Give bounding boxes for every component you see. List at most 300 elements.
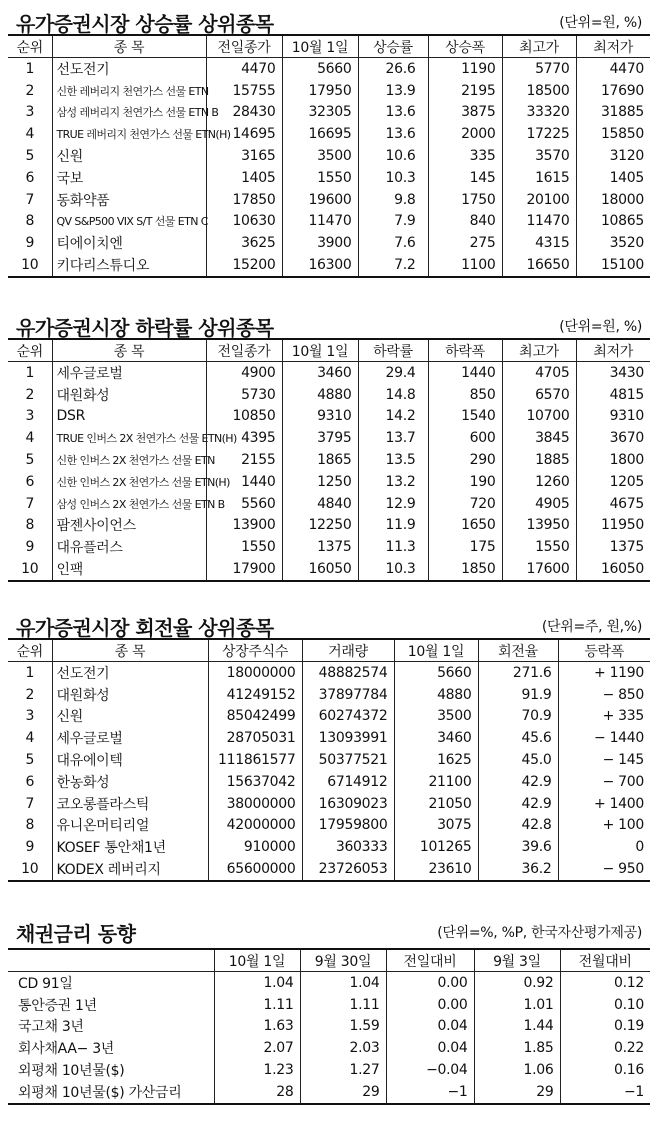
value-cell: 3500 (282, 145, 358, 167)
change-cell: − 1440 (558, 727, 650, 749)
table-row (8, 493, 650, 515)
bond-header (0, 918, 658, 944)
value-cell: 17600 (502, 558, 576, 581)
change-cell: + 100 (558, 815, 650, 837)
bond-value-cell: 0.00 (386, 972, 474, 994)
value-cell: 16050 (576, 558, 650, 581)
change-cell: + 1190 (558, 662, 650, 684)
stock-name-cell: 신한 인버스 2X 천연가스 선물 ETN (52, 449, 206, 471)
bond-value-cell: 1.59 (300, 1016, 386, 1038)
table-row (8, 362, 650, 384)
value-cell: 1865 (282, 449, 358, 471)
stock-name-cell: 세우글로벌 (52, 362, 206, 384)
value-cell: 11950 (576, 515, 650, 537)
rank-cell: 5 (25, 148, 35, 165)
stock-name-cell: 대원화성 (52, 684, 208, 706)
rate-cell: 26.6 (358, 58, 428, 80)
rank-cell: 5 (25, 452, 35, 469)
turnover-col-header: 종 목 (52, 639, 208, 662)
value-cell: 3460 (282, 362, 358, 384)
value-cell: 10700 (502, 406, 576, 428)
table-row (8, 254, 650, 277)
fall-col-header: 순위 (16, 343, 43, 360)
turnover-col-header: 10월 1일 (394, 639, 478, 662)
value-cell: 15200 (206, 254, 282, 277)
value-cell: 1375 (282, 536, 358, 558)
rank-cell: 3 (25, 408, 35, 425)
rank-cell: 5 (25, 752, 35, 769)
value-cell: 3845 (502, 427, 576, 449)
stock-name-cell: KOSEF 통안채1년 (52, 836, 208, 858)
value-cell: 45.0 (478, 749, 558, 771)
value-cell: 39.6 (478, 836, 558, 858)
stock-name-cell: 키다리스튜디오 (52, 254, 206, 277)
value-cell: 1615 (502, 167, 576, 189)
value-cell: 41249152 (208, 684, 302, 706)
stock-name-cell: 대유플러스 (52, 536, 206, 558)
stock-name-cell: TRUE 인버스 2X 천연가스 선물 ETN(H) (52, 427, 206, 449)
bond-value-cell: 0.16 (560, 1059, 650, 1081)
value-cell: 4315 (502, 232, 576, 254)
turnover-unit: (단위=주, 원,%) (541, 619, 642, 635)
value-cell: 21100 (394, 771, 478, 793)
fall-col-header: 전일종가 (206, 339, 282, 362)
rate-cell: 12.9 (358, 493, 428, 515)
stock-name-cell: 인팩 (52, 558, 206, 581)
value-cell: 1205 (576, 471, 650, 493)
value-cell: 15100 (576, 254, 650, 277)
fall-title: 유가증권시장 하락률 상위종목 (16, 316, 274, 340)
value-cell: 2195 (428, 80, 502, 102)
rank-cell: 3 (25, 708, 35, 725)
change-cell: + 1400 (558, 793, 650, 815)
value-cell: 85042499 (208, 706, 302, 728)
bond-value-cell: 1.85 (474, 1037, 560, 1059)
value-cell: 850 (428, 384, 502, 406)
stock-name-cell: 티에이치엔 (52, 232, 206, 254)
rise-col-header: 순위 (16, 39, 43, 56)
rank-cell: 6 (25, 169, 35, 186)
value-cell: 17690 (576, 80, 650, 102)
bond-value-cell: 1.06 (474, 1059, 560, 1081)
value-cell: 70.9 (478, 706, 558, 728)
value-cell: 16695 (282, 123, 358, 145)
bond-value-cell: 1.11 (300, 994, 386, 1016)
value-cell: 9310 (576, 406, 650, 428)
value-cell: 360333 (302, 836, 394, 858)
value-cell: 42.9 (478, 771, 558, 793)
bond-col-header: 10월 1일 (214, 949, 300, 972)
rank-cell: 1 (25, 60, 35, 77)
value-cell: 18000000 (208, 662, 302, 684)
bond-col-header (8, 949, 214, 972)
value-cell: 48882574 (302, 662, 394, 684)
rank-cell: 7 (25, 191, 35, 208)
value-cell: 910000 (208, 836, 302, 858)
value-cell: 60274372 (302, 706, 394, 728)
value-cell: 145 (428, 167, 502, 189)
fall-table (8, 338, 650, 582)
value-cell: 1800 (576, 449, 650, 471)
rank-cell: 4 (25, 430, 35, 447)
rate-cell: 10.3 (358, 558, 428, 581)
value-cell: 3500 (394, 706, 478, 728)
value-cell: 1750 (428, 189, 502, 211)
value-cell: 45.6 (478, 727, 558, 749)
value-cell: 1260 (502, 471, 576, 493)
value-cell: 4470 (576, 58, 650, 80)
value-cell: 65600000 (208, 858, 302, 881)
table-row (8, 449, 650, 471)
value-cell: 18000 (576, 189, 650, 211)
value-cell: 10630 (206, 211, 282, 233)
value-cell: 11470 (502, 211, 576, 233)
table-row (8, 662, 650, 684)
value-cell: 17225 (502, 123, 576, 145)
rise-section (0, 8, 658, 278)
bond-col-header: 전월대비 (560, 949, 650, 972)
table-row (8, 384, 650, 406)
rate-cell: 9.8 (358, 189, 428, 211)
rate-cell: 7.9 (358, 211, 428, 233)
rate-cell: 29.4 (358, 362, 428, 384)
bond-value-cell: −0.04 (386, 1059, 474, 1081)
stock-name-cell: 한농화성 (52, 771, 208, 793)
value-cell: 9310 (282, 406, 358, 428)
table-row (8, 536, 650, 558)
bond-value-cell: 1.27 (300, 1059, 386, 1081)
value-cell: 3795 (282, 427, 358, 449)
value-cell: 4815 (576, 384, 650, 406)
value-cell: 32305 (282, 102, 358, 124)
rank-cell: 6 (25, 773, 35, 790)
bond-value-cell: 0.04 (386, 1037, 474, 1059)
bond-unit: (단위=%, %P, 한국자산평가제공) (437, 925, 642, 941)
value-cell: 1440 (206, 471, 282, 493)
stock-name-cell: DSR (52, 406, 206, 428)
table-row (8, 706, 650, 728)
stock-name-cell: 세우글로벌 (52, 727, 208, 749)
value-cell: 21050 (394, 793, 478, 815)
value-cell: 10865 (576, 211, 650, 233)
value-cell: 42.8 (478, 815, 558, 837)
rise-col-header: 종 목 (52, 35, 206, 58)
rise-header (0, 8, 658, 34)
bond-value-cell: 29 (300, 1081, 386, 1104)
value-cell: 1375 (576, 536, 650, 558)
turnover-col-header: 거래량 (302, 639, 394, 662)
value-cell: 50377521 (302, 749, 394, 771)
turnover-col-header: 회전율 (478, 639, 558, 662)
bond-value-cell: 0.10 (560, 994, 650, 1016)
table-row (8, 471, 650, 493)
value-cell: 4470 (206, 58, 282, 80)
table-row (8, 211, 650, 233)
bond-section (0, 918, 658, 1105)
stock-name-cell: 선도전기 (52, 662, 208, 684)
value-cell: 2000 (428, 123, 502, 145)
bond-value-cell: 1.44 (474, 1016, 560, 1038)
bond-value-cell: 1.23 (214, 1059, 300, 1081)
stock-name-cell: 신원 (52, 706, 208, 728)
value-cell: 1440 (428, 362, 502, 384)
value-cell: 101265 (394, 836, 478, 858)
table-row (8, 727, 650, 749)
value-cell: 3460 (394, 727, 478, 749)
value-cell: 111861577 (208, 749, 302, 771)
bond-value-cell: 2.07 (214, 1037, 300, 1059)
bond-value-cell: 1.04 (214, 972, 300, 994)
rate-cell: 13.5 (358, 449, 428, 471)
value-cell: 19600 (282, 189, 358, 211)
value-cell: 4900 (206, 362, 282, 384)
value-cell: 37897784 (302, 684, 394, 706)
rate-cell: 14.2 (358, 406, 428, 428)
rank-cell: 10 (21, 257, 39, 274)
bond-value-cell: 0.12 (560, 972, 650, 994)
change-cell: − 700 (558, 771, 650, 793)
value-cell: 1540 (428, 406, 502, 428)
stock-name-cell: 신한 레버리지 천연가스 선물 ETN (52, 80, 206, 102)
bond-name-cell: 외평채 10년물($) 가산금리 (18, 1084, 182, 1101)
value-cell: 3900 (282, 232, 358, 254)
table-row (8, 1016, 650, 1038)
table-row (8, 58, 650, 80)
rise-col-header: 전일종가 (206, 35, 282, 58)
rate-cell: 13.2 (358, 471, 428, 493)
fall-col-header: 최고가 (502, 339, 576, 362)
change-cell: − 950 (558, 858, 650, 881)
table-row (8, 145, 650, 167)
rate-cell: 11.9 (358, 515, 428, 537)
value-cell: 5660 (282, 58, 358, 80)
table-row (8, 749, 650, 771)
rank-cell: 1 (25, 364, 35, 381)
table-row (8, 858, 650, 881)
bond-value-cell: 1.63 (214, 1016, 300, 1038)
value-cell: 10850 (206, 406, 282, 428)
rank-cell: 7 (25, 795, 35, 812)
rise-title: 유가증권시장 상승률 상위종목 (16, 12, 274, 36)
stock-name-cell: 국보 (52, 167, 206, 189)
value-cell: 4880 (282, 384, 358, 406)
change-cell: + 335 (558, 706, 650, 728)
bond-value-cell: −1 (386, 1081, 474, 1104)
rank-cell: 2 (25, 686, 35, 703)
value-cell: 15755 (206, 80, 282, 102)
stock-name-cell: 신원 (52, 145, 206, 167)
value-cell: 4905 (502, 493, 576, 515)
value-cell: 5560 (206, 493, 282, 515)
table-row (8, 1081, 650, 1104)
value-cell: 720 (428, 493, 502, 515)
value-cell: 14695 (206, 123, 282, 145)
value-cell: 13900 (206, 515, 282, 537)
value-cell: 31885 (576, 102, 650, 124)
turnover-col-header: 순위 (16, 643, 43, 660)
value-cell: 4705 (502, 362, 576, 384)
bond-value-cell: −1 (560, 1081, 650, 1104)
value-cell: 17950 (282, 80, 358, 102)
table-row (8, 1037, 650, 1059)
rise-col-header: 상승률 (358, 35, 428, 58)
value-cell: 28430 (206, 102, 282, 124)
bond-value-cell: 1.04 (300, 972, 386, 994)
value-cell: 3520 (576, 232, 650, 254)
value-cell: 16309023 (302, 793, 394, 815)
bond-name-cell: 통안증권 1년 (18, 997, 97, 1014)
value-cell: 23610 (394, 858, 478, 881)
bond-col-header: 9월 30일 (300, 949, 386, 972)
value-cell: 6714912 (302, 771, 394, 793)
rank-cell: 4 (25, 730, 35, 747)
stock-name-cell: 대원화성 (52, 384, 206, 406)
value-cell: 840 (428, 211, 502, 233)
value-cell: 20100 (502, 189, 576, 211)
value-cell: 15637042 (208, 771, 302, 793)
rate-cell: 10.3 (358, 167, 428, 189)
rank-cell: 8 (25, 213, 35, 230)
value-cell: 11470 (282, 211, 358, 233)
fall-col-header: 10월 1일 (282, 339, 358, 362)
change-cell: − 145 (558, 749, 650, 771)
bond-value-cell: 1.11 (214, 994, 300, 1016)
turnover-header (0, 612, 658, 638)
value-cell: 4880 (394, 684, 478, 706)
bond-name-cell: CD 91일 (18, 975, 73, 992)
rate-cell: 13.6 (358, 102, 428, 124)
value-cell: 3875 (428, 102, 502, 124)
table-row (8, 515, 650, 537)
value-cell: 1550 (206, 536, 282, 558)
stock-name-cell: 코오롱플라스틱 (52, 793, 208, 815)
value-cell: 1650 (428, 515, 502, 537)
fall-col-header: 최저가 (576, 339, 650, 362)
stock-name-cell: 동화약품 (52, 189, 206, 211)
value-cell: 2155 (206, 449, 282, 471)
value-cell: 1405 (576, 167, 650, 189)
value-cell: 4675 (576, 493, 650, 515)
fall-section (0, 312, 658, 582)
bond-value-cell: 2.03 (300, 1037, 386, 1059)
stock-name-cell: 대유에이텍 (52, 749, 208, 771)
value-cell: 13093991 (302, 727, 394, 749)
fall-header (0, 312, 658, 338)
rate-cell: 13.7 (358, 427, 428, 449)
value-cell: 18500 (502, 80, 576, 102)
bond-header-row (8, 949, 650, 972)
bond-table (8, 948, 650, 1105)
table-row (8, 793, 650, 815)
value-cell: 3075 (394, 815, 478, 837)
rise-header-row (8, 35, 650, 58)
value-cell: 3570 (502, 145, 576, 167)
value-cell: 1550 (502, 536, 576, 558)
value-cell: 16650 (502, 254, 576, 277)
rate-cell: 13.9 (358, 80, 428, 102)
turnover-table (8, 638, 650, 882)
stock-name-cell: TRUE 레버리지 천연가스 선물 ETN(H) (52, 123, 206, 145)
value-cell: 1250 (282, 471, 358, 493)
rank-cell: 2 (25, 386, 35, 403)
fall-unit: (단위=원, %) (559, 319, 642, 335)
turnover-section (0, 612, 658, 882)
value-cell: 1885 (502, 449, 576, 471)
value-cell: 23726053 (302, 858, 394, 881)
rate-cell: 13.6 (358, 123, 428, 145)
value-cell: 1625 (394, 749, 478, 771)
fall-col-header: 하락률 (358, 339, 428, 362)
value-cell: 12250 (282, 515, 358, 537)
rank-cell: 6 (25, 473, 35, 490)
rise-col-header: 상승폭 (428, 35, 502, 58)
bond-col-header: 전일대비 (386, 949, 474, 972)
rank-cell: 8 (25, 517, 35, 534)
rank-cell: 7 (25, 495, 35, 512)
value-cell: 600 (428, 427, 502, 449)
table-row (8, 123, 650, 145)
value-cell: 42000000 (208, 815, 302, 837)
rank-cell: 9 (25, 539, 35, 556)
stock-name-cell: QV S&P500 VIX S/T 선물 ETN C (52, 211, 206, 233)
turnover-col-header: 등락폭 (558, 639, 650, 662)
value-cell: 17900 (206, 558, 282, 581)
rank-cell: 10 (21, 861, 39, 878)
value-cell: 17959800 (302, 815, 394, 837)
table-row (8, 994, 650, 1016)
table-row (8, 189, 650, 211)
rank-cell: 2 (25, 82, 35, 99)
rise-unit: (단위=원, %) (559, 15, 642, 31)
value-cell: 4840 (282, 493, 358, 515)
value-cell: 91.9 (478, 684, 558, 706)
rank-cell: 1 (25, 664, 35, 681)
rank-cell: 3 (25, 104, 35, 121)
value-cell: 290 (428, 449, 502, 471)
table-row (8, 80, 650, 102)
value-cell: 3165 (206, 145, 282, 167)
value-cell: 275 (428, 232, 502, 254)
rank-cell: 10 (21, 561, 39, 578)
bond-col-header: 9월 3일 (474, 949, 560, 972)
table-row (8, 972, 650, 994)
value-cell: 3625 (206, 232, 282, 254)
value-cell: 175 (428, 536, 502, 558)
stock-name-cell: 삼성 인버스 2X 천연가스 선물 ETN B (52, 493, 206, 515)
value-cell: 16050 (282, 558, 358, 581)
value-cell: 28705031 (208, 727, 302, 749)
rank-cell: 9 (25, 839, 35, 856)
fall-col-header: 종 목 (52, 339, 206, 362)
bond-value-cell: 28 (214, 1081, 300, 1104)
table-row (8, 558, 650, 581)
stock-name-cell: 유니온머티리얼 (52, 815, 208, 837)
stock-name-cell: 팜젠사이언스 (52, 515, 206, 537)
table-row (8, 427, 650, 449)
bond-name-cell: 외평채 10년물($) (18, 1063, 125, 1080)
rate-cell: 7.6 (358, 232, 428, 254)
turnover-header-row (8, 639, 650, 662)
value-cell: 13950 (502, 515, 576, 537)
value-cell: 5730 (206, 384, 282, 406)
fall-header-row (8, 339, 650, 362)
table-row (8, 102, 650, 124)
value-cell: 16300 (282, 254, 358, 277)
stock-name-cell: 신한 인버스 2X 천연가스 선물 ETN(H) (52, 471, 206, 493)
rise-col-header: 최저가 (576, 35, 650, 58)
value-cell: 190 (428, 471, 502, 493)
bond-value-cell: 0.92 (474, 972, 560, 994)
